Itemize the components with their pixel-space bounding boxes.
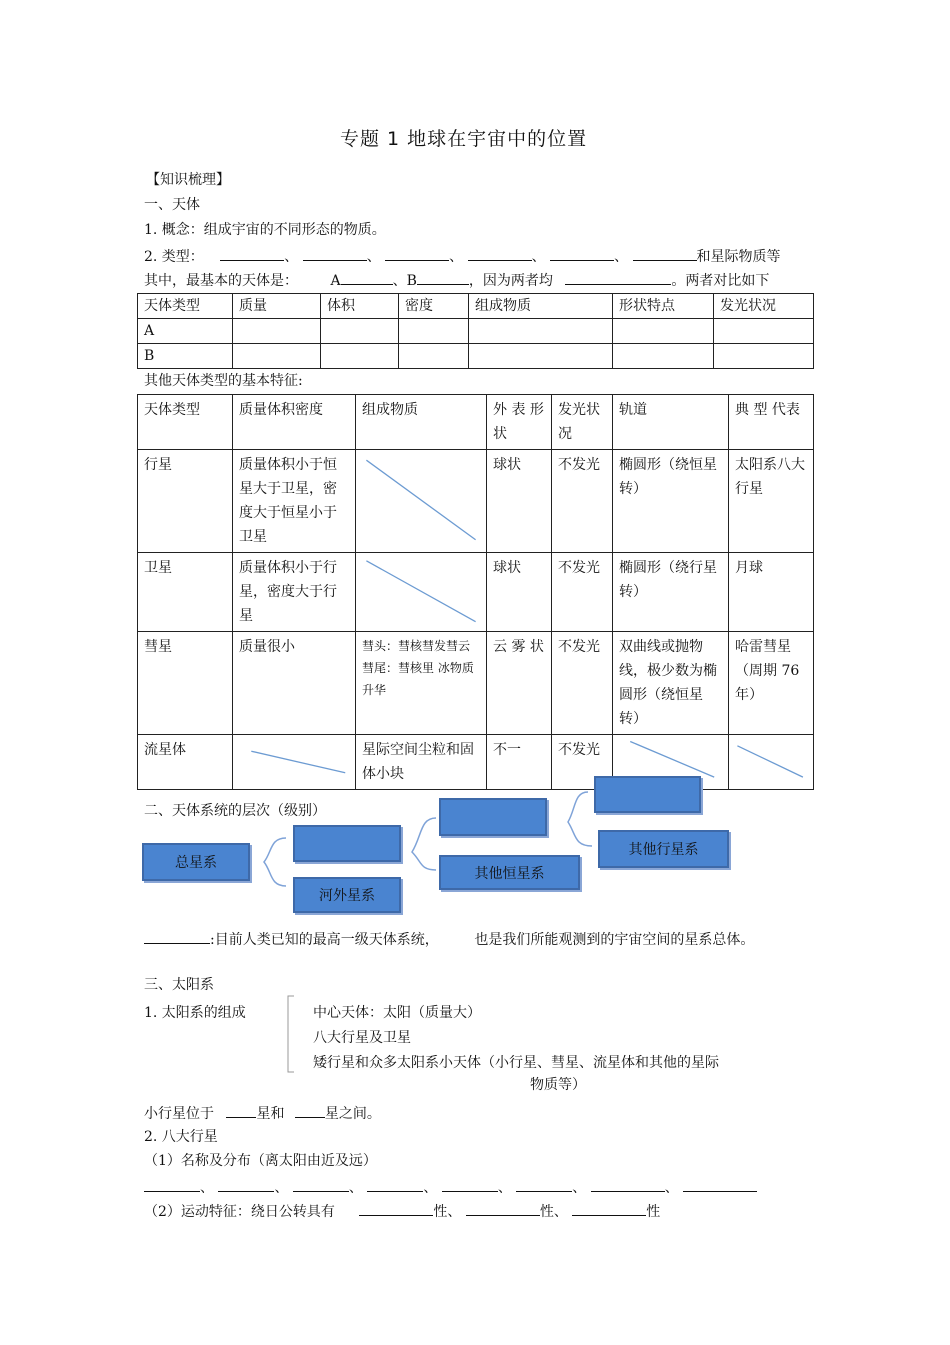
composition-label: 1. 太阳系的组成 <box>144 1005 246 1021</box>
table-cell: 球状 <box>487 553 552 632</box>
table-header: 体积 <box>321 294 399 319</box>
diagonal-strike <box>233 735 355 789</box>
table-header: 密度 <box>399 294 469 319</box>
blank[interactable] <box>218 1177 274 1192</box>
table-cell: 质量体积小于行星，密度大于行星 <box>233 553 356 632</box>
table-header: 组成物质 <box>356 395 487 450</box>
table-cell: 椭圆形（绕恒星转） <box>613 450 729 553</box>
composition-item-tail: 物质等） <box>530 1077 586 1093</box>
table-row <box>138 735 814 790</box>
concept-line: 1. 概念：组成宇宙的不同形态的物质。 <box>144 222 386 238</box>
blank[interactable] <box>144 929 210 944</box>
table-header: 组成物质 <box>469 294 613 319</box>
heading-celestial-bodies: 一、天体 <box>144 197 200 213</box>
struck-cell <box>233 735 356 790</box>
table-cell[interactable] <box>714 319 814 344</box>
table-cell: 质量体积小于恒星大于卫星，密度大于恒星小于卫星 <box>233 450 356 553</box>
table-cell: 不发光 <box>552 632 613 735</box>
blank[interactable] <box>565 270 671 285</box>
heading-solar-system: 三、太阳系 <box>144 977 214 993</box>
box-blank-solar-system[interactable] <box>439 798 547 836</box>
blank[interactable] <box>683 1177 757 1192</box>
table-cell[interactable] <box>321 319 399 344</box>
composition-item: 中心天体：太阳（质量大） <box>313 1005 481 1021</box>
table-header-row <box>138 395 814 450</box>
planet-name-blanks: 、 、 、 、 、 、 、 <box>144 1177 757 1197</box>
motion-suffix: 性、 <box>539 1204 568 1220</box>
struck-cell <box>356 553 487 632</box>
table-cell[interactable] <box>469 319 613 344</box>
table-cell[interactable] <box>613 319 714 344</box>
basic-mid: ，因为两者均 <box>468 273 553 289</box>
names-label: （1）名称及分布（离太阳由近及远） <box>144 1153 377 1169</box>
definition-line <box>144 929 754 949</box>
table-header: 发光状况 <box>552 395 613 450</box>
comet-tail: 彗尾：彗核里 冰物质升华 <box>362 661 474 697</box>
section-label: 【知识梳理】 <box>146 172 230 188</box>
asteroid-text: 星之间。 <box>324 1106 381 1122</box>
table-cell[interactable] <box>613 344 714 369</box>
table-header: 发光状况 <box>714 294 814 319</box>
definition-text: :目前人类已知的最高一级天体系统， 也是我们所能观测到的宇宙空间的星系总体。 <box>210 932 755 948</box>
table-cell: 星际空间尘粒和固体小块 <box>356 735 487 790</box>
table-cell: 流星体 <box>138 735 233 790</box>
table-cell: 不一 <box>487 735 552 790</box>
blank[interactable] <box>359 1201 433 1216</box>
table-cell[interactable] <box>399 319 469 344</box>
other-types-label: 其他天体类型的基本特征: <box>144 373 303 389</box>
table-cell[interactable] <box>469 344 613 369</box>
box-other-planet-systems[interactable]: 其他行星系 <box>598 830 729 868</box>
page-title: 专题 1 地球在宇宙中的位置 <box>340 128 588 150</box>
diagonal-strike <box>356 450 486 552</box>
blank[interactable] <box>293 1177 349 1192</box>
composition-item: 八大行星及卫星 <box>313 1030 411 1046</box>
features-table <box>137 394 814 790</box>
table-cell: 球状 <box>487 450 552 553</box>
types-tail: 和星际物质等 <box>696 249 781 265</box>
composition-bracket <box>284 994 298 1074</box>
table-cell: 不发光 <box>552 450 613 553</box>
box-other-star-systems[interactable]: 其他恒星系 <box>439 855 580 890</box>
struck-cell <box>729 735 814 790</box>
blank[interactable] <box>341 270 393 285</box>
table-cell <box>356 632 487 735</box>
planets-heading: 2. 八大行星 <box>144 1129 218 1145</box>
blank[interactable] <box>220 246 284 261</box>
blank[interactable] <box>303 246 367 261</box>
table-header: 形状特点 <box>613 294 714 319</box>
table-header: 典 型 代表 <box>729 395 814 450</box>
table-row <box>138 344 814 369</box>
table-cell: 行星 <box>138 450 233 553</box>
box-blank-galaxy[interactable] <box>293 825 401 862</box>
table-row <box>138 319 814 344</box>
blank[interactable] <box>468 246 532 261</box>
table-cell[interactable] <box>399 344 469 369</box>
comet-head: 彗头：彗核彗发彗云 <box>362 639 471 653</box>
table-cell: 卫星 <box>138 553 233 632</box>
box-blank-earth-moon[interactable] <box>594 776 701 813</box>
table-cell: 月球 <box>729 553 814 632</box>
table-cell: 彗星 <box>138 632 233 735</box>
table-cell: 不发光 <box>552 553 613 632</box>
composition-item: 矮行星和众多太阳系小天体（小行星、彗星、流星体和其他的星际 <box>313 1055 719 1071</box>
types-label: 2. 类型： <box>144 249 204 265</box>
table-cell[interactable] <box>233 319 321 344</box>
table-header: 外 表 形状 <box>487 395 552 450</box>
blank[interactable] <box>516 1177 572 1192</box>
asteroid-line <box>144 1103 381 1123</box>
table-cell: 太阳系八大行星 <box>729 450 814 553</box>
heading-systems: 二、天体系统的层次（级别） <box>144 803 326 819</box>
asteroid-text: 星和 <box>256 1106 285 1122</box>
struck-cell <box>356 450 487 553</box>
label-a: A <box>330 273 341 289</box>
blank[interactable] <box>367 1177 423 1192</box>
blank[interactable] <box>417 270 469 285</box>
motion-suffix: 性 <box>646 1204 661 1220</box>
table-cell: 双曲线或抛物线，极少数为椭圆形（绕恒星转） <box>613 632 729 735</box>
table-cell[interactable] <box>233 344 321 369</box>
table-cell: 椭圆形（绕行星转） <box>613 553 729 632</box>
blank[interactable] <box>385 246 449 261</box>
table-header-row <box>138 294 814 319</box>
types-line: 2. 类型： 、 、 、 、 、 和星际物质等 <box>144 246 781 266</box>
table-header: 天体类型 <box>138 395 233 450</box>
table-cell: 不发光 <box>552 735 613 790</box>
blank[interactable] <box>633 246 697 261</box>
basic-bodies-line <box>144 270 769 290</box>
table-row <box>138 450 814 553</box>
comparison-table <box>137 293 814 369</box>
motion-line <box>144 1201 660 1221</box>
blank[interactable] <box>591 1177 665 1192</box>
blank[interactable] <box>550 246 614 261</box>
basic-prefix: 其中，最基本的天体是： <box>144 273 298 289</box>
blank[interactable] <box>144 1177 200 1192</box>
blank[interactable] <box>226 1103 256 1118</box>
motion-label: （2）运动特征：绕日公转具有 <box>144 1204 335 1220</box>
table-header: 天体类型 <box>138 294 233 319</box>
blank[interactable] <box>295 1103 325 1118</box>
motion-suffix: 性、 <box>433 1204 462 1220</box>
table-header: 轨道 <box>613 395 729 450</box>
table-cell: 云 雾 状 <box>487 632 552 735</box>
table-header: 质量 <box>233 294 321 319</box>
asteroid-text: 小行星位于 <box>144 1106 214 1122</box>
diagonal-strike <box>729 735 813 789</box>
table-cell: B <box>138 344 233 369</box>
box-total-galaxy[interactable]: 总星系 <box>142 843 250 881</box>
table-row <box>138 553 814 632</box>
table-cell: 质量很小 <box>233 632 356 735</box>
blank[interactable] <box>572 1201 646 1216</box>
blank[interactable] <box>442 1177 498 1192</box>
table-cell[interactable] <box>714 344 814 369</box>
basic-tail: 。两者对比如下 <box>671 273 770 289</box>
table-cell: 哈雷彗星（周期 76 年） <box>729 632 814 735</box>
box-extragalactic[interactable]: 河外星系 <box>293 877 401 913</box>
diagonal-strike <box>356 553 486 631</box>
label-b: 、B <box>392 273 417 289</box>
table-row <box>138 632 814 735</box>
table-cell[interactable] <box>321 344 399 369</box>
table-cell: A <box>138 319 233 344</box>
blank[interactable] <box>466 1201 540 1216</box>
table-header: 质量体积密度 <box>233 395 356 450</box>
